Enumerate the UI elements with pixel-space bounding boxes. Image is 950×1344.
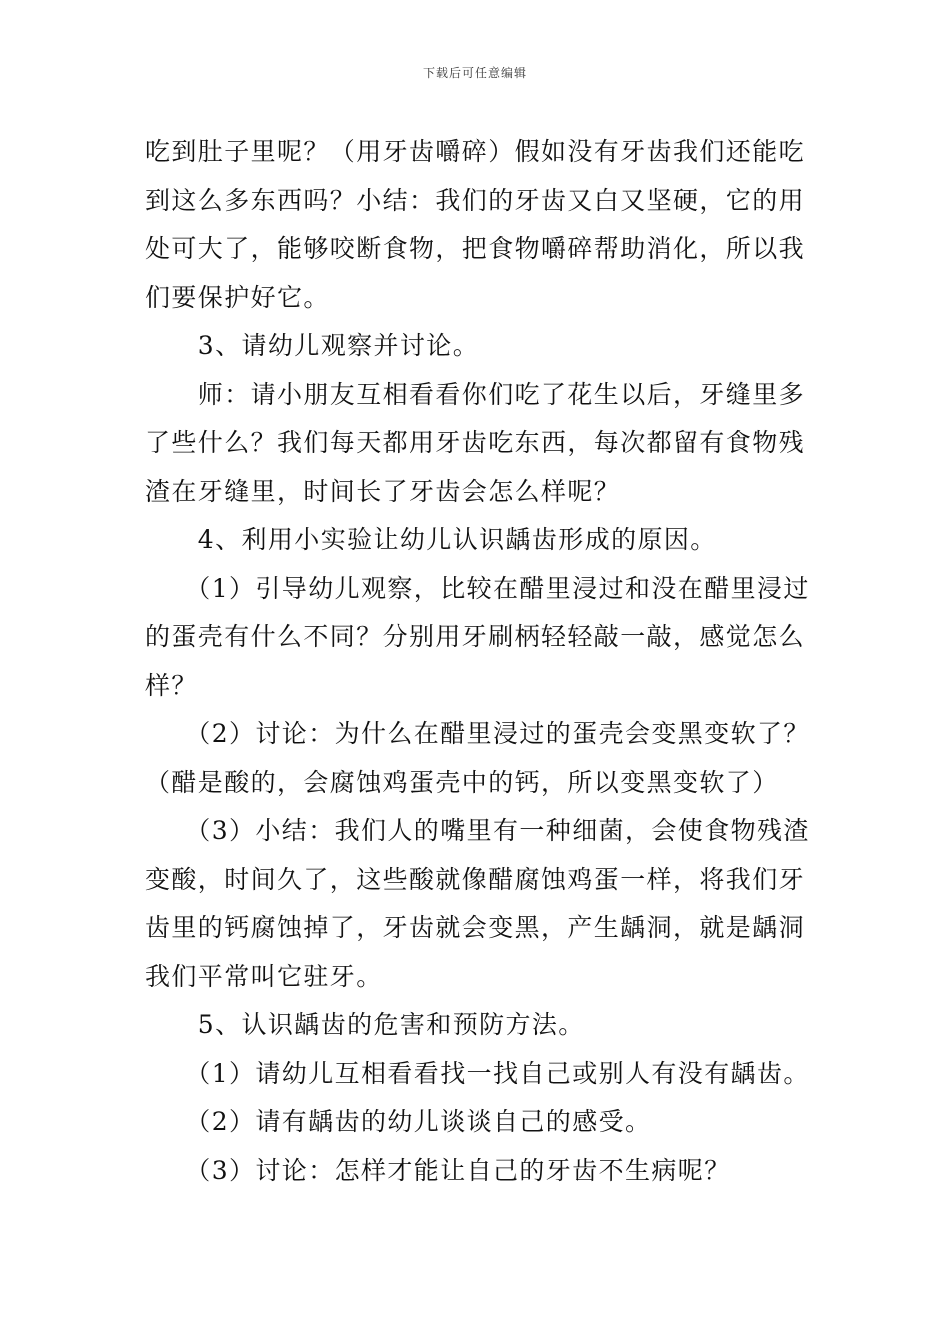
text-line: 处可大了，能够咬断食物，把食物嚼碎帮助消化，所以我 [145,234,806,263]
text-line: （醋是酸的，会腐蚀鸡蛋壳中的钙，所以变黑变软了） [145,767,779,797]
document-body [145,128,810,1195]
text-line: 了些什么？我们每天都用牙齿吃东西，每次都留有食物残 [145,428,806,457]
text-line: （2）讨论：为什么在醋里浸过的蛋壳会变黑变软了？ [145,719,810,748]
text-line: 到这么多东西吗？小结：我们的牙齿又白又坚硬，它的用 [145,185,806,215]
text-line: （3）小结：我们人的嘴里有一种细菌，会使食物残渣 [145,816,810,845]
text-line: 师：请小朋友互相看看你们吃了花生以后，牙缝里多 [145,379,806,409]
text-line: 4、利用小实验让幼儿认识龋齿形成的原因。 [145,525,717,554]
text-line: 我们平常叫它驻牙。 [145,961,383,991]
text-line: 吃到肚子里呢？（用牙齿嚼碎）假如没有牙齿我们还能吃 [145,137,806,166]
text-line: 5、认识龋齿的危害和预防方法。 [145,1010,585,1039]
text-line: 3、请幼儿观察并讨论。 [145,331,480,360]
text-line: （1）请幼儿互相看看找一找自己或别人有没有龋齿。 [145,1058,810,1088]
page-header-note: 下载后可任意编辑 [422,66,527,80]
text-line: （3）讨论：怎样才能让自己的牙齿不生病呢？ [145,1155,731,1185]
text-line: （1）引导幼儿观察，比较在醋里浸过和没在醋里浸过 [145,573,810,603]
text-line: 齿里的钙腐蚀掉了，牙齿就会变黑，产生龋洞，就是龋洞 [145,913,806,942]
text-line: 样？ [145,670,198,700]
text-line: 们要保护好它。 [145,282,330,312]
text-line: （2）请有龋齿的幼儿谈谈自己的感受。 [145,1107,652,1136]
text-line: 变酸，时间久了，这些酸就像醋腐蚀鸡蛋一样，将我们牙 [145,864,806,894]
text-line: 渣在牙缝里，时间长了牙齿会怎么样呢？ [145,476,621,506]
text-line: 的蛋壳有什么不同？分别用牙刷柄轻轻敲一敲，感觉怎么 [145,622,806,651]
